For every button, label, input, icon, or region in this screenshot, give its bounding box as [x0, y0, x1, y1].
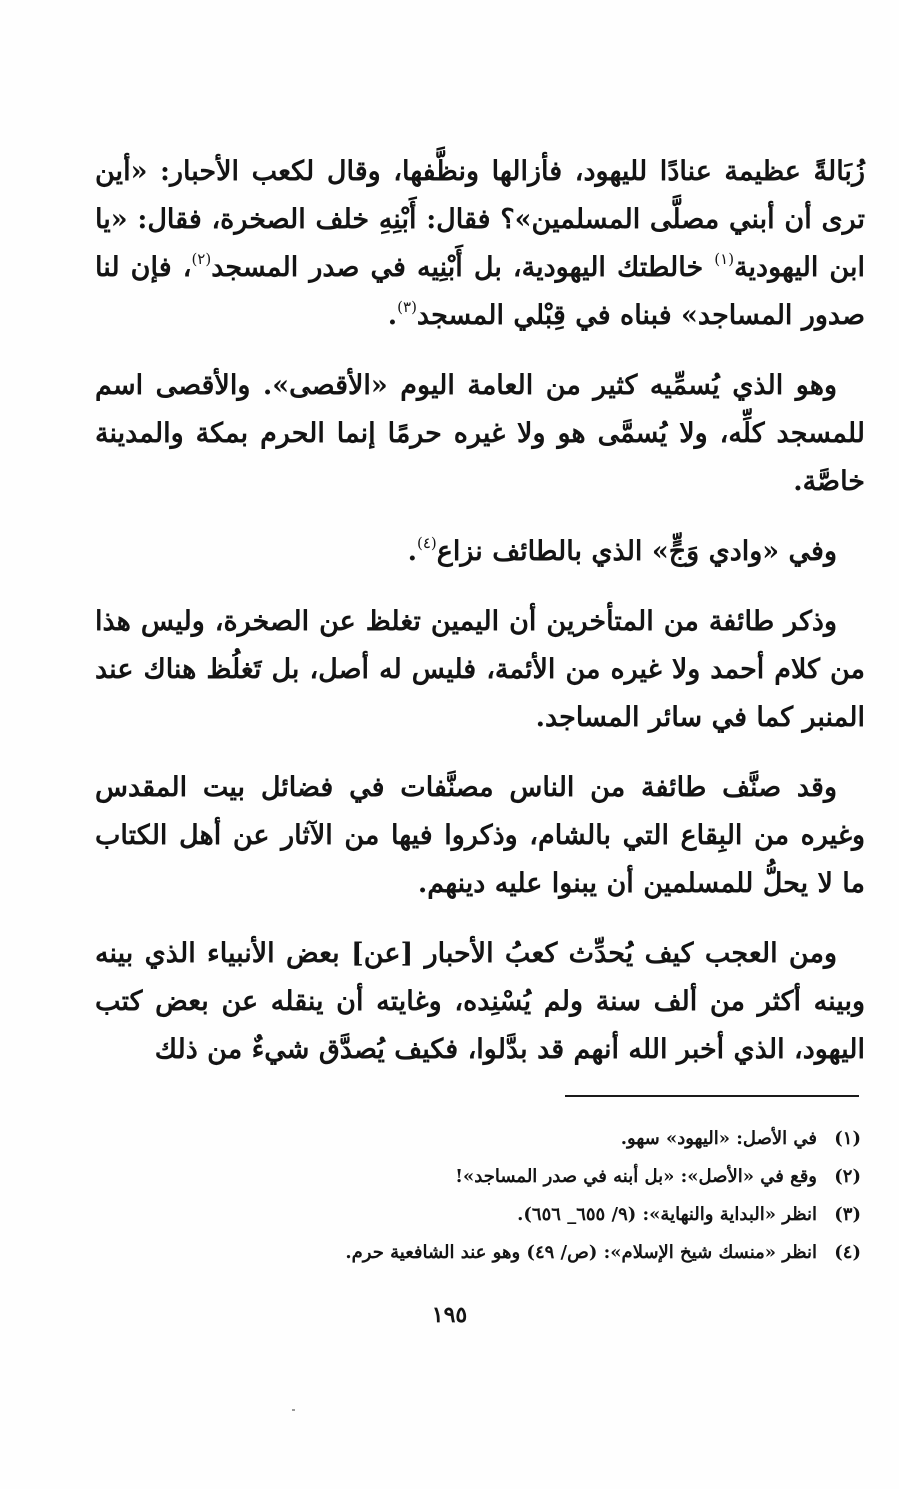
footnote-number: (٢) [834, 1166, 861, 1187]
footnote-number: (٣) [834, 1204, 861, 1225]
scan-speck [292, 1409, 295, 1411]
footnote-divider [565, 1095, 859, 1097]
text-line: وهو الذي يُسمِّيه كثير من العامة اليوم «الأقصى». والأقصى اسم [95, 370, 837, 401]
footnote-text: وقع في «الأصل»: «بل أبنه في صدر المساجد»! [455, 1166, 817, 1187]
footnote-text: انظر «البداية والنهاية»: (٩/ ٦٥٥_ ٦٥٦). [517, 1204, 817, 1225]
text-line: زُبَالةً عظيمة عنادًا لليهود، فأزالها ونظَّفها، وقال لكعب الأحبار: «أين [95, 156, 865, 187]
paragraph-5 [95, 764, 865, 908]
paragraph-4 [95, 598, 865, 742]
paragraph-3 [95, 528, 865, 576]
main-text [95, 148, 865, 1096]
text-line: صدور المساجد» فبناه في قِبْلي المسجد [416, 300, 865, 331]
text-line: وغيره من البِقاع التي بالشام، وذكروا فيها من الآثار عن أهل الكتاب ما [95, 820, 865, 899]
footnote-ref-1[interactable]: (١) [714, 250, 735, 268]
text-line: ، فإن لنا [95, 252, 192, 283]
footnote-3 [95, 1196, 861, 1234]
footnote-1 [95, 1120, 861, 1158]
text-line: من كلام أحمد ولا غيره من الأئمة، فليس له أصل، بل تَغلُظ هناك عند [95, 654, 865, 685]
text-line: ومن العجب كيف يُحدِّث كعبُ الأحبار [عن] بعض الأنبياء الذي [144, 938, 837, 969]
footnotes [95, 1120, 861, 1272]
text-line: وذكر طائفة من المتأخرين أن اليمين تغلظ عن الصخرة، وليس هذا [95, 606, 837, 637]
footnote-4 [95, 1234, 861, 1272]
text-line: بينه وبينه أكثر من ألف سنة ولم يُسْنِده، وغايته أن ينقله عن بعض كتب [95, 938, 865, 1017]
text-line: . [407, 536, 417, 567]
footnote-ref-2[interactable]: (٢) [191, 250, 212, 268]
footnote-number: (٤) [834, 1242, 861, 1263]
footnote-number: (١) [834, 1128, 861, 1149]
paragraph-1 [95, 148, 865, 340]
text-line: للمسجد كلِّه، ولا يُسمَّى هو ولا غيره حرمًا إنما الحرم بمكة والمدينة [95, 418, 865, 449]
footnote-2 [95, 1158, 861, 1196]
text-line: ابن اليهودية [734, 252, 865, 283]
footnote-ref-4[interactable]: (٤) [416, 534, 437, 552]
text-line: وقد صنَّف طائفة من الناس مصنَّفات في فضائل بيت المقدس [95, 772, 837, 803]
text-line: . [387, 300, 398, 331]
page-number: ١٩٥ [431, 1302, 468, 1328]
text-line: اليهود، الذي أخبر الله أنهم قد بدَّلوا، فكيف يُصدَّق شيءٌ من ذلك [154, 1034, 865, 1065]
text-line: ترى أن أبني مصلَّى المسلمين»؟ فقال: أَبْنِهِ خلف الصخرة، فقال: «يا [95, 204, 865, 235]
text-line: خالطتك اليهودية، بل أَبْنِيه في صدر المسجد [211, 252, 715, 283]
text-line: لا يحلُّ للمسلمين أن يبنوا عليه دينهم. [417, 868, 833, 899]
paragraph-2 [95, 362, 865, 506]
footnote-text: انظر «منسك شيخ الإسلام»: (ص/ ٤٩) وهو عند الشافعية حرم. [345, 1242, 817, 1263]
text-line: المنبر كما في سائر المساجد. [535, 702, 865, 733]
text-line: خاصَّة. [793, 466, 865, 497]
footnote-ref-3[interactable]: (٣) [397, 298, 417, 316]
paragraph-6 [95, 930, 865, 1074]
text-line: وفي «وادي وَجٍّ» الذي بالطائف نزاع [436, 536, 837, 567]
footnote-text: في الأصل: «اليهود» سهو. [620, 1128, 817, 1149]
